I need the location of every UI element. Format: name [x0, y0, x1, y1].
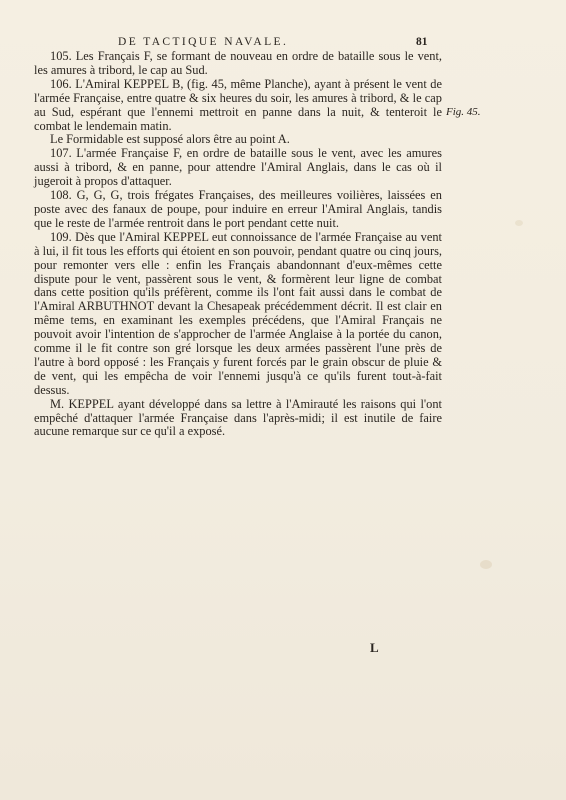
paragraph-106: 106. L'Amiral KEPPEL B, (fig. 45, même Planche), ayant à présent le vent de l'armée Française, entre quatre & six heures du soir, les amures à tribord, & le cap au Sud, espérant que l'ennemi mettroit en panne dans la nuit, & tenteroit le combat le lendemain matin. [34, 76, 442, 133]
paragraph-keppel: M. KEPPEL ayant développé dans sa lettre à l'Amirauté les raisons qui l'ont empêché d'attaquer l'armée Française dans l'après-midi; il est inutile de faire aucune remarque sur ce qu'il a exposé. [34, 396, 442, 439]
text-body [34, 50, 442, 439]
paragraph-107: 107. L'armée Française F, en ordre de bataille sous le vent, avec les amures aussi à tribord, & en panne, pour attendre l'Amiral Anglais, dans le cas où il jugeroit à propos d'attaquer. [34, 146, 442, 189]
paper-foxing-spot [515, 220, 523, 226]
paper-foxing-spot [480, 560, 492, 569]
signature-mark: L [370, 640, 379, 655]
figure-margin-note: Fig. 45. [446, 106, 481, 118]
paragraph-formidable: Le Formidable est supposé alors être au point A. [50, 132, 290, 147]
page-number: 81 [416, 36, 428, 48]
paragraph-109: 109. Dès que l'Amiral KEPPEL eut connoissance de l'armée Française au vent à lui, il fit tous les efforts qui étoient en son pouvoir, pendant quatre ou cinq jours, pour remonter vers elle : enfin les Français abandonnant d'eux-mêmes cette dispute pour le vent, passèrent sous le vent, & formèrent leur ligne de combat dans cette position qu'ils préfèrent, comme ils l'ont fait aussi dans le combat de l'Amiral ARBUTHNOT devant la Chesapeak précédemment décrit. Il est clair en même tems, en examinant les exemples précédens, que l'Amiral Français ne pouvoit avoir l'intention de s'approcher de l'armée Anglaise à la portée du canon, comme il le fit contre son gré lorsque les deux armées passèrent l'une près de l'autre à bord opposé : les Français y furent forcés par le grain obscur de pluie & de vent, qui les empêcha de voir l'ennemi jusqu'à ce qu'ils furent tout-à-fait dessus. [34, 229, 442, 397]
running-title: DE TACTIQUE NAVALE. [118, 36, 289, 48]
paragraph-105: 105. Les Français F, se formant de nouveau en ordre de bataille sous le vent, les amures à tribord, le cap au Sud. [34, 49, 442, 77]
paragraph-108: 108. G, G, G, trois frégates Françaises, des meilleures voilières, laissées en poste avec des fanaux de poupe, pour induire en erreur l'Amiral Anglais, tandis que le reste de l'armée rentroit dans le port pendant cette nuit. [34, 188, 442, 230]
